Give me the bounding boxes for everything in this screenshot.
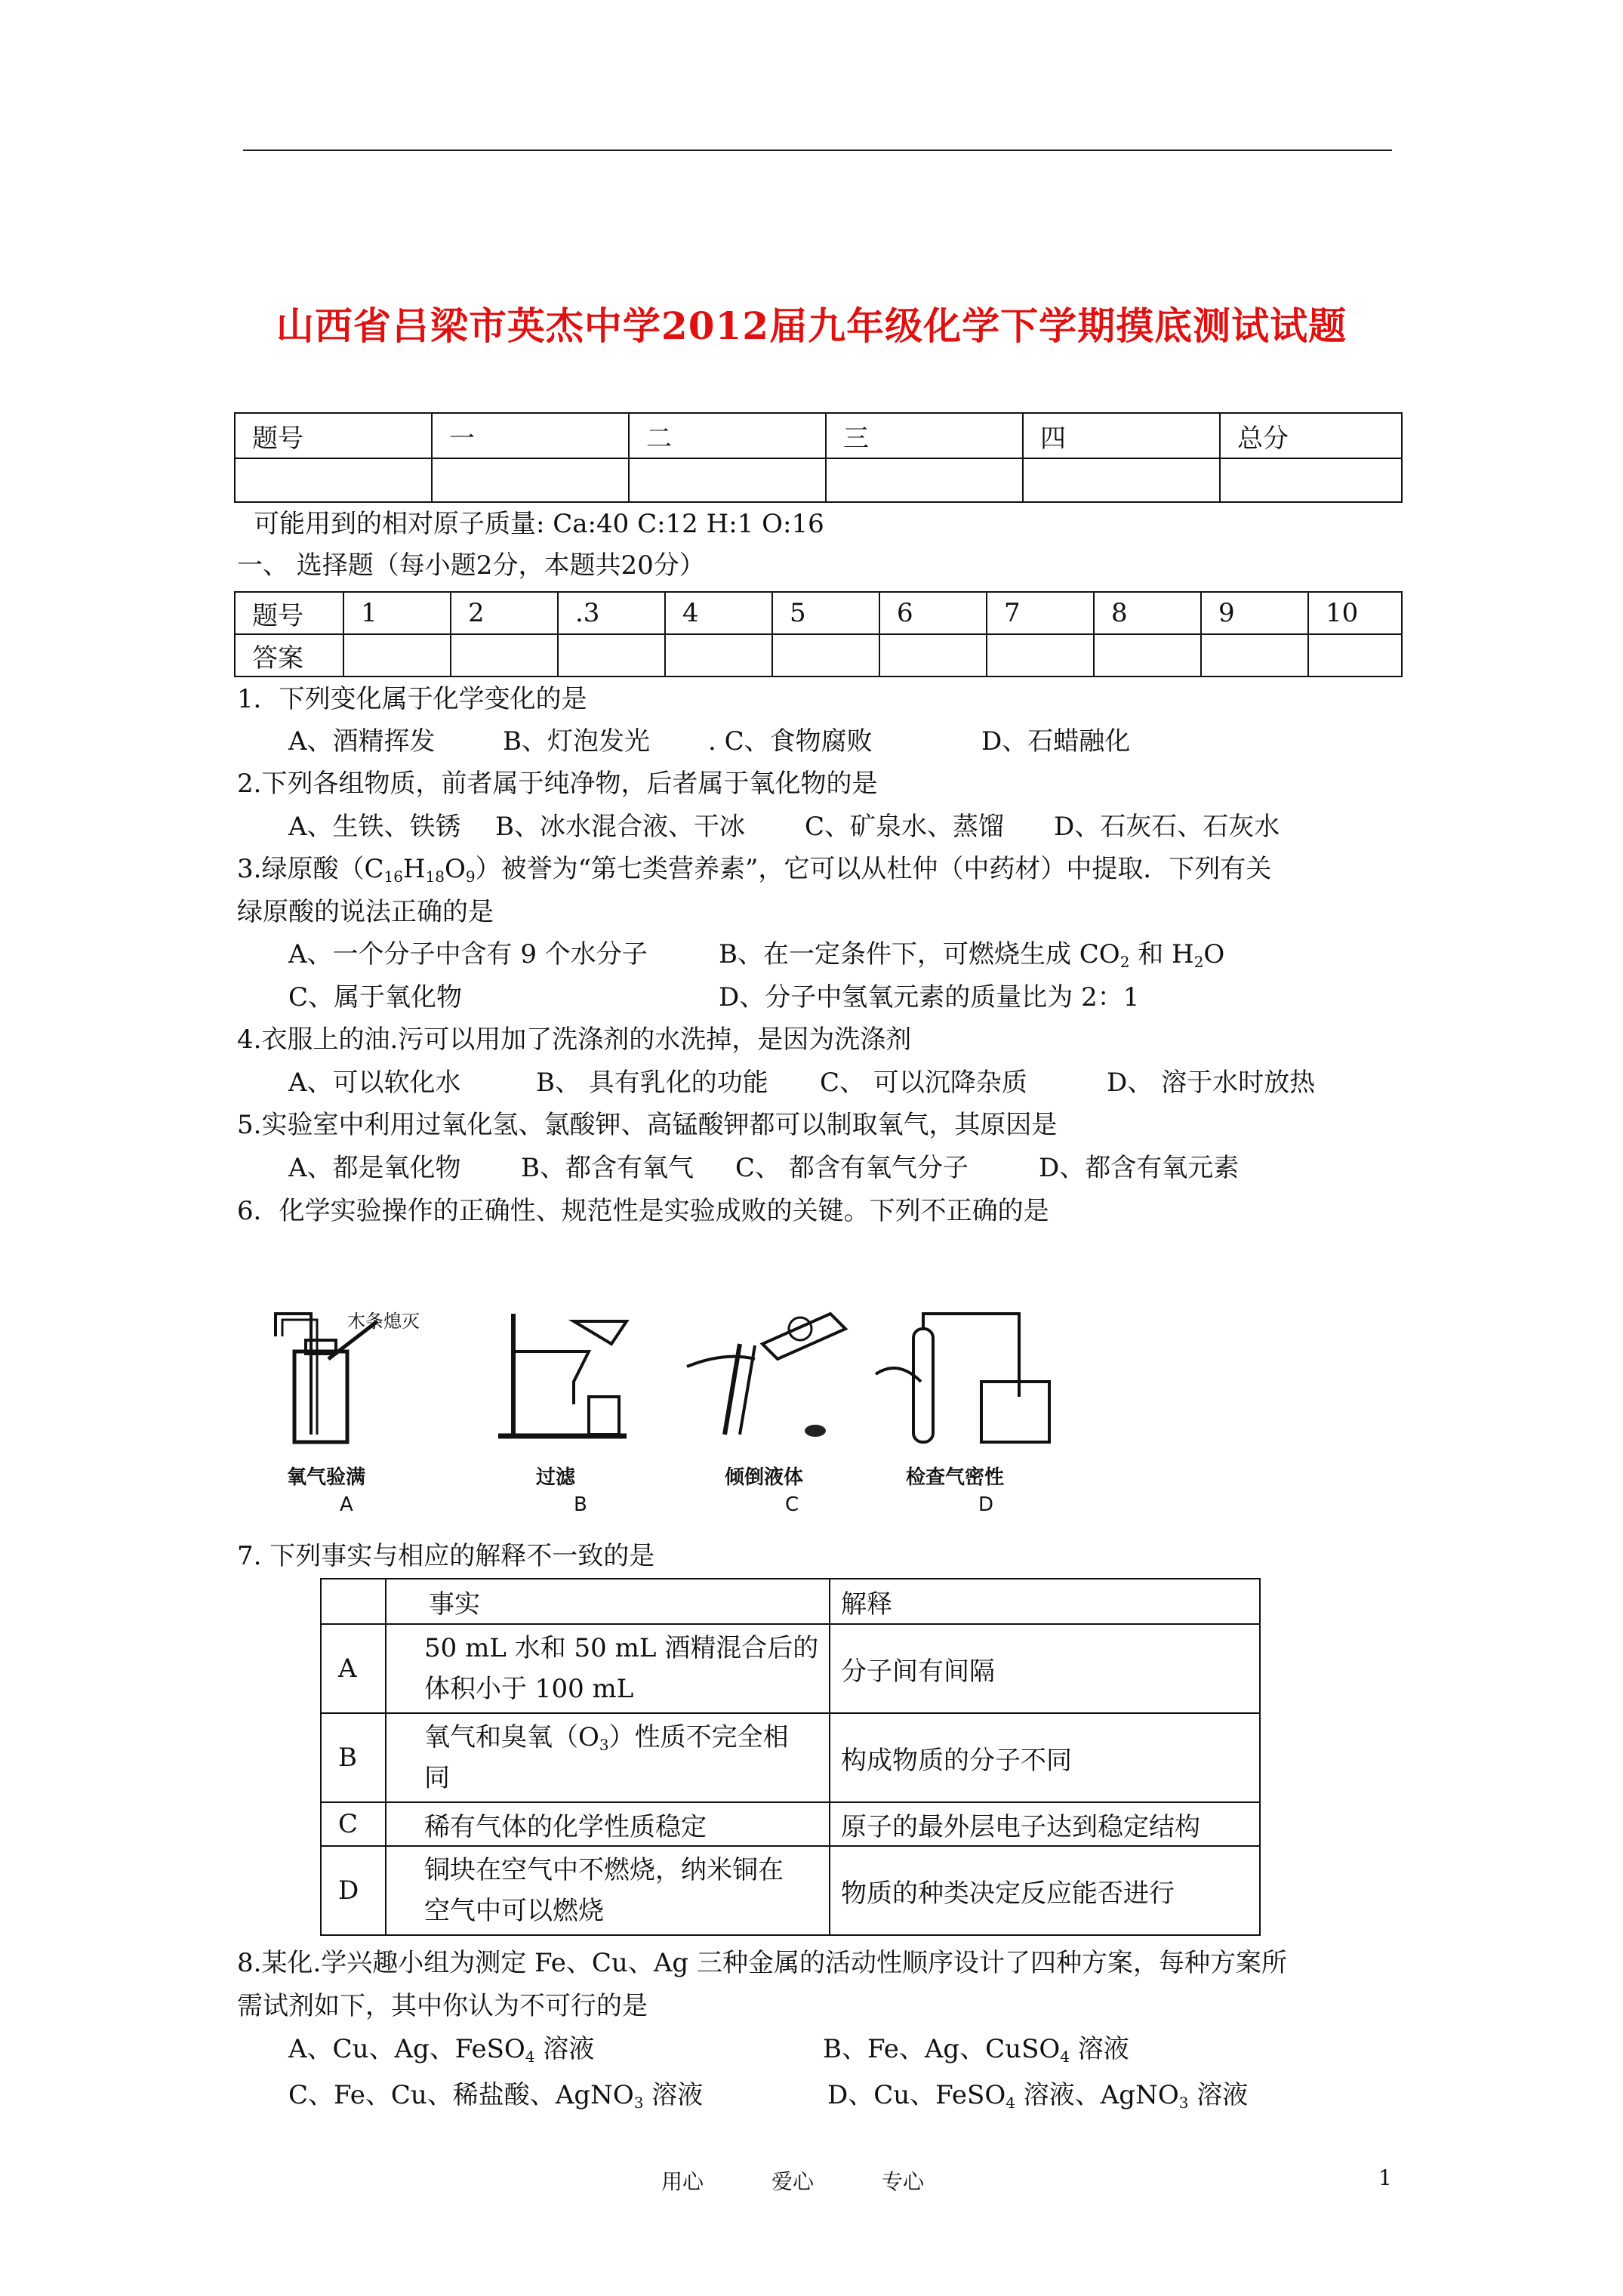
section-heading: 一、 选择题（每小题2分，本题共20分）	[237, 550, 705, 581]
score-cell	[629, 458, 826, 502]
question-4-stem: 4.衣服上的油.污可以用加了洗涤剂的水洗掉，是因为洗涤剂	[237, 1025, 912, 1055]
answer-row-label: 答案	[235, 634, 343, 676]
question-3-option-a: A、一个分子中含有 9 个水分子	[288, 939, 648, 969]
figure-c-label: 倾倒液体	[725, 1466, 804, 1489]
explanation-header: 解释	[830, 1579, 1260, 1624]
question-5-option: C、 都含有氧气分子	[735, 1153, 969, 1183]
question-4-option: A、可以软化水	[288, 1068, 461, 1098]
question-3-stem: 3.绿原酸$(C_{16}H_{18}O_9)$被誉为“第七类营养素”，它可以从杜仲（中药材）中提取．下列有关	[237, 854, 1272, 886]
fact-cell: 氧气和臭氧$(O_3)$性质不完全相 同	[386, 1713, 830, 1802]
answer-number: 7	[987, 592, 1094, 634]
answer-table	[234, 591, 1403, 677]
fact-table	[320, 1578, 1261, 1936]
question-8-option-d: D、Cu、FeSO$_4$ 溶液、AgNO$_3$ 溶液	[827, 2080, 1249, 2112]
footer-item: 用心	[661, 2169, 704, 2194]
question-1-option: D、石蜡融化	[981, 726, 1131, 757]
score-cell	[432, 458, 629, 502]
score-header: 总分	[1220, 413, 1402, 458]
figure-a-letter: A	[340, 1493, 353, 1516]
figure-a-label: 氧气验满	[287, 1466, 366, 1489]
question-8-option-c: C、Fe、Cu、稀盐酸、AgNO$_3$ 溶液	[288, 2080, 704, 2112]
answer-number: 10	[1308, 592, 1402, 634]
question-3-option-b: B、在一定条件下，可燃烧生成 $CO_2$ 和 $H_2O$	[719, 939, 1225, 971]
question-3-stem-cont: 绿原酸的说法正确的是	[237, 897, 494, 927]
figure-d	[868, 1299, 1064, 1516]
fact-table-corner	[321, 1579, 386, 1624]
answer-number: 4	[665, 592, 772, 634]
question-2-stem: 2.下列各组物质，前者属于纯净物，后者属于氧化物的是	[237, 769, 878, 799]
row-key: D	[321, 1846, 386, 1935]
answer-cell	[558, 634, 665, 676]
question-3-option-c: C、属于氧化物	[288, 982, 463, 1012]
figure-c	[679, 1299, 876, 1516]
question-5-option: A、都是氧化物	[288, 1153, 461, 1183]
question-2-option: D、石灰石、石灰水	[1054, 812, 1280, 842]
row-key: C	[321, 1802, 386, 1846]
atomic-mass-line: 可能用到的相对原子质量: Ca:40 C:12 H:1 O:16	[254, 509, 824, 539]
row-key: A	[321, 1624, 386, 1713]
question-8-stem: 8.某化.学兴趣小组为测定 Fe、Cu、Ag 三种金属的活动性顺序设计了四种方案，每种方案所	[237, 1948, 1287, 1978]
answer-cell	[879, 634, 987, 676]
question-5-stem: 5.实验室中利用过氧化氢、氯酸钾、高锰酸钾都可以制取氧气，其原因是	[237, 1110, 1058, 1140]
question-1-stem: 1．下列变化属于化学变化的是	[237, 684, 587, 714]
footer-item: 专心	[882, 2169, 925, 2194]
score-cell	[1220, 458, 1402, 502]
answer-number: 6	[879, 592, 987, 634]
answer-number: 1	[343, 592, 451, 634]
answer-number: 8	[1094, 592, 1201, 634]
question-1-option: . C、食物腐败	[708, 726, 873, 757]
score-header: 二	[629, 413, 826, 458]
question-7-stem: 7. 下列事实与相应的解释不一致的是	[237, 1541, 655, 1571]
question-2-option: A、生铁、铁锈	[288, 812, 461, 842]
answer-cell	[772, 634, 879, 676]
footer-item: 爱心	[771, 2169, 815, 2194]
question-4-option: B、 具有乳化的功能	[536, 1068, 768, 1098]
question-2-option: B、冰水混合液、干冰	[495, 812, 745, 842]
question-4-option: C、 可以沉降杂质	[820, 1068, 1027, 1098]
explanation-cell: 物质的种类决定反应能否进行	[830, 1846, 1260, 1935]
fact-header: 事实	[386, 1579, 830, 1624]
pouring-hand-icon	[679, 1299, 876, 1457]
score-header: 三	[826, 413, 1023, 458]
figure-d-label: 检查气密性	[906, 1466, 1005, 1489]
figure-b-letter: B	[574, 1493, 587, 1516]
question-4-option: D、 溶于水时放热	[1107, 1068, 1316, 1098]
answer-cell	[1201, 634, 1308, 676]
question-6-stem: 6．化学实验操作的正确性、规范性是实验成败的关键。下列不正确的是	[237, 1196, 1049, 1226]
explanation-cell: 分子间有间隔	[830, 1624, 1260, 1713]
question-2-option: C、矿泉水、蒸馏	[805, 812, 1005, 842]
question-8-stem-cont: 需试剂如下，其中你认为不可行的是	[237, 1991, 648, 2021]
answer-cell	[665, 634, 772, 676]
score-cell	[1023, 458, 1220, 502]
answer-number: 2	[451, 592, 558, 634]
figure-c-letter: C	[785, 1493, 799, 1516]
answer-number: .3	[558, 592, 665, 634]
question-5-option: B、都含有氧气	[521, 1153, 694, 1183]
test-tube-beaker-icon	[868, 1299, 1064, 1457]
answer-number: 9	[1201, 592, 1308, 634]
figure-b	[491, 1306, 679, 1516]
explanation-cell: 构成物质的分子不同	[830, 1713, 1260, 1802]
figure-a-note: 木条熄灭	[347, 1311, 420, 1332]
score-cell	[826, 458, 1023, 502]
answer-row-label: 题号	[235, 592, 343, 634]
answer-cell	[343, 634, 451, 676]
question-1-option: A、酒精挥发	[288, 726, 436, 757]
figure-d-letter: D	[978, 1493, 994, 1516]
question-1-option: B、灯泡发光	[503, 726, 650, 757]
funnel-stand-icon	[491, 1306, 679, 1457]
question-8-option-a: A、Cu、Ag、FeSO$_4$ 溶液	[288, 2034, 595, 2066]
answer-cell	[1308, 634, 1402, 676]
page-title: 山西省吕梁市英杰中学2012届九年级化学下学期摸底测试试题	[276, 304, 1347, 348]
answer-cell	[451, 634, 558, 676]
figure-a	[272, 1306, 445, 1516]
fact-cell: 稀有气体的化学性质稳定	[386, 1802, 830, 1846]
fact-cell: 铜块在空气中不燃烧，纳米铜在 空气中可以燃烧	[386, 1846, 830, 1935]
question-3-option-d: D、分子中氢氧元素的质量比为 2：1	[719, 982, 1140, 1012]
header-rule	[243, 149, 1392, 151]
answer-cell	[987, 634, 1094, 676]
fact-cell: 50 mL 水和 50 mL 酒精混合后的 体积小于 100 mL	[386, 1624, 830, 1713]
score-header: 四	[1023, 413, 1220, 458]
row-key: B	[321, 1713, 386, 1802]
score-header: 题号	[235, 413, 432, 458]
question-5-option: D、都含有氧元素	[1039, 1153, 1240, 1183]
explanation-cell: 原子的最外层电子达到稳定结构	[830, 1802, 1260, 1846]
score-cell	[235, 458, 432, 502]
question-8-option-b: B、Fe、Ag、CuSO$_4$ 溶液	[823, 2034, 1129, 2066]
score-table	[234, 412, 1403, 503]
score-header: 一	[432, 413, 629, 458]
answer-cell	[1094, 634, 1201, 676]
answer-number: 5	[772, 592, 879, 634]
page-number: 1	[1378, 2165, 1392, 2190]
figure-b-label: 过滤	[536, 1466, 576, 1489]
